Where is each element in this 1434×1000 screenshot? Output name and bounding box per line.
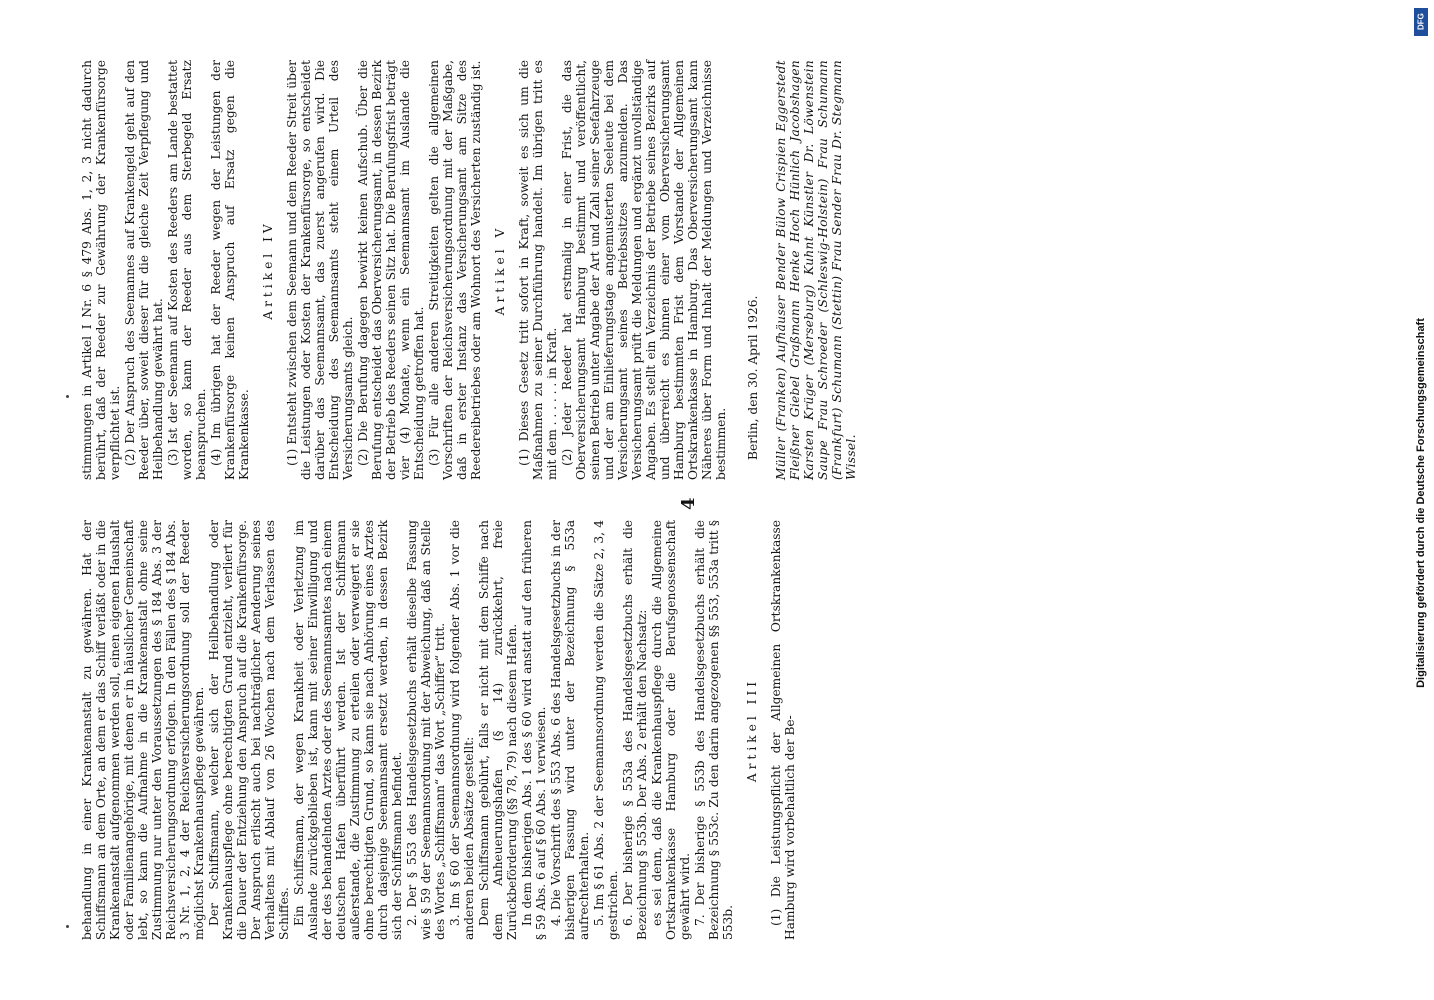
- text-block: [80, 50, 858, 950]
- column-1: [80, 520, 798, 940]
- article-heading: Artikel V: [493, 224, 507, 316]
- article-heading: Artikel IV: [261, 220, 275, 320]
- paragraph: (3) Für alle anderen Streitigkeiten gelten die allgemeinen Vorschriften der Reichsversicherungsordnung mit der Maßgabe, daß in erster Instanz das Versicherungsamt am Sitze des Reedereibetriebes oder am Wohnort des Versicherten zuständig ist.: [427, 60, 483, 480]
- paragraph: (3) Ist der Seemann auf Kosten des Reeders am Lande bestattet worden, so kann der Reeder aus dem Sterbegeld Ersatz beanspruchen.: [166, 60, 208, 480]
- paragraph: 7. Der bisherige § 553b des Handelsgesetzbuchs erhält die Bezeichnung § 553c. Zu den darin angezogenen §§ 553, 553a tritt § 553b.: [693, 520, 735, 940]
- scan-speck: [66, 925, 69, 928]
- paragraph: 3. Im § 60 der Seemannsordnung wird folgender Abs. 1 vor die anderen beiden Absätze gestellt:: [448, 520, 476, 940]
- paragraph: (4) Im übrigen hat der Reeder wegen der Leistungen der Krankenfürsorge keinen Anspruch auf Ersatz gegen die Krankenkasse.: [209, 60, 251, 480]
- date-line: Berlin, den 30. April 1926.: [746, 295, 760, 460]
- paragraph: behandlung in einer Krankenanstalt zu gewähren. Hat der Schiffsmann an dem Orte, an dem er das Schiff verläßt oder in die Krankenanstalt aufgenommen werden soll, einen eigenen Haushalt oder Familienangehörige, mit denen er in häuslicher Gemeinschaft lebt, so kann die Aufnahme in die Krankenanstalt ohne seine Zustimmung nur unter den Voraussetzungen des § 184 Abs. 3 der Reichsversicherungsordnung erfolgen. In den Fällen des § 184 Abs. 3 Nr. 1, 2, 4 der Reichsversicherungsordnung soll der Reeder möglichst Krankenhauspflege gewähren.: [80, 520, 206, 940]
- paragraph: 2. Der § 553 des Handelsgesetzbuchs erhält dieselbe Fassung wie § 59 der Seemannsordnung mit der Abweichung, daß an Stelle des Wortes „Schiffsmann“ das Wort „Schiffer“ tritt.: [405, 520, 447, 940]
- paragraph: In dem bisherigen Abs. 1 des § 60 wird anstatt auf den früheren § 59 Abs. 6 auf § 60 Abs. 1 verwiesen.: [520, 520, 548, 940]
- article-heading: Artikel III: [745, 677, 759, 783]
- paragraph: 4. Die Vorschrift des § 553 Abs. 6 des Handelsgesetzbuchs in der bisherigen Fassung wird unter der Bezeichnung § 553a aufrechterhalten.: [549, 520, 591, 940]
- paragraph: (1) Die Leistungspflicht der Allgemeinen Ortskrankenkasse Hamburg wird vorbehaltlich der Be-: [769, 520, 797, 940]
- paragraph: (1) Entsteht zwischen dem Seemann und dem Reeder Streit über die Leistungen oder Kosten der Krankenfürsorge, so entscheidet darüber das Seemannsamt, das zuerst angerufen wird. Die Entscheidung des Seemannsamts steht einem Urteil des Versicherungsamts gleich.: [285, 60, 355, 480]
- digitization-credit: [1410, 8, 1432, 998]
- paragraph: stimmungen in Artikel I Nr. 6 § 479 Abs. 1, 2, 3 nicht dadurch berührt, daß der Reeder zur Gewährung der Krankenfürsorge verpflichtet ist.: [80, 60, 122, 480]
- column-2: [80, 60, 859, 480]
- page-number: 4: [678, 497, 699, 510]
- scan-speck: [66, 395, 69, 398]
- paragraph: Ein Schiffsmann, der wegen Krankheit oder Verletzung im Auslande zurückgeblieben ist, kann mit seiner Einwilligung und der des behandelnden Arztes oder des Seemannsamtes nach einem deutschen Hafen überführt werden. Ist der Schiffsmann außerstande, die Zustimmung zu erteilen oder verweigert er sie ohne berechtigten Grund, so kann sie nach Anhörung eines Arztes durch dasjenige Seemannsamt ersetzt werden, in dessen Bezirk sich der Schiffsmann befindet.: [292, 520, 404, 940]
- rotated-spread: [80, 50, 1320, 950]
- paragraph: (2) Jeder Reeder hat erstmalig in einer Frist, die das Oberversicherungsamt Hamburg bestimmt und veröffentlicht, seinen Betrieb unter Angabe der Art und Zahl seiner Seefahrzeuge und der am Einlieferungstage angemusterten Seeleute bei dem Versicherungsamt seines Betriebssitzes anzumelden. Das Versicherungsamt prüft die Meldungen und ergänzt unvollständige Angaben. Es stellt ein Verzeichnis der Betriebe seines Bezirks auf und überreicht es binnen einer vom Oberversicherungsamt Hamburg bestimmten Frist dem Vorstande der Allgemeinen Ortskrankenkasse in Hamburg. Das Oberversicherungsamt kann Näheres über Form und Inhalt der Meldungen und Verzeichnisse bestimmen.: [560, 60, 728, 480]
- paragraph: Dem Schiffsmann gebührt, falls er nicht mit dem Schiffe nach dem Anheuerungshafen (§ 14) zurückkehrt, freie Zurückbeförderung (§§ 78, 79) nach diesem Hafen.: [477, 520, 519, 940]
- dfg-logo-icon: DFG: [1414, 8, 1428, 36]
- paragraph: (1) Dieses Gesetz tritt sofort in Kraft, soweit es sich um die Maßnahmen zu seiner Durchführung handelt. Im übrigen tritt es mit dem . . . . . . in Kraft.: [517, 60, 559, 480]
- paragraph: 6. Der bisherige § 553a des Handelsgesetzbuchs erhält die Bezeichnung § 553b. Der Abs. 2 erhält den Nachsatz:: [621, 520, 649, 940]
- paragraph: (2) Die Berufung dagegen bewirkt keinen Aufschub. Über die Berufung entscheidet das Oberversicherungsamt, in dessen Bezirk der Betrieb des Reeders seinen Sitz hat. Die Berufungsfrist beträgt vier (4) Monate, wenn ein Seemannsamt im Auslande die Entscheidung getroffen hat.: [356, 60, 426, 480]
- signatories: Müller (Franken) Aufhäuser Bender Bülow Crispien Eggerstedt Fleißner Giebel Graßmann Henke Hoch Hünlich Jacobshagen Karsten Krüger (Merseburg) Kuhnt Künstler Dr. Löwenstein Saupe Frau Schroeder (Schleswig-Holstein) Frau Schumann (Frankfurt) Schumann (Stettin) Frau Sender Frau Dr. Stegmann Wissel.: [774, 60, 858, 480]
- credit-text: Digitalisierung gefördert durch die Deutsche Forschungsgemeinschaft: [1415, 318, 1427, 688]
- paragraph: 5. Im § 61 Abs. 2 der Seemannsordnung werden die Sätze 2, 3, 4 gestrichen.: [592, 520, 620, 940]
- paragraph: (2) Der Anspruch des Seemannes auf Krankengeld geht auf den Reeder über, soweit dieser für die gleiche Zeit Verpflegung und Heilbehandlung gewährt hat.: [123, 60, 165, 480]
- paragraph: Der Schiffsmann, welcher sich der Heilbehandlung oder Krankenhauspflege ohne berechtigten Grund entzieht, verliert für die Dauer der Entziehung den Anspruch auf die Krankenfürsorge. Der Anspruch erlischt auch bei nachträglicher Aenderung seines Verhaltens mit Ablauf von 26 Wochen nach dem Verlassen des Schiffes.: [207, 520, 291, 940]
- paragraph: es sei denn, daß die Krankenhauspflege durch die Allgemeine Ortskrankenkasse Hamburg oder die Berufsgenossenschaft gewährt wird.: [650, 520, 692, 940]
